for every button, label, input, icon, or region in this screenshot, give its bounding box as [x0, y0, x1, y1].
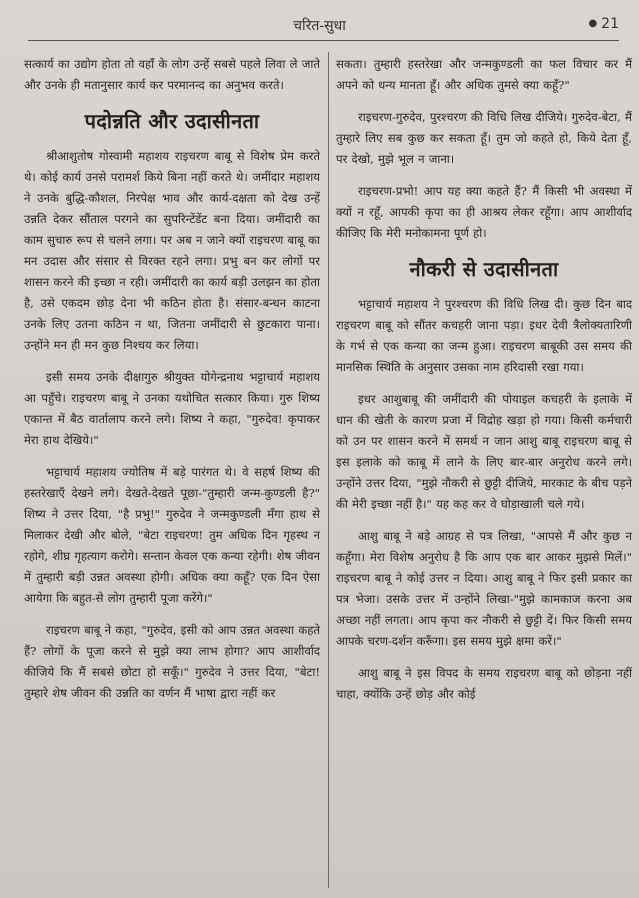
paragraph: भट्टाचार्य महाशय ज्योतिष में बड़े पारंगत थे। वे सहर्ष शिष्य की हस्तरेखाएँ देखने लगे। देखते-देखते पूछा-"तुम्हारी जन्म-कुण्डली है?" शिष्य ने उत्तर दिया, "है प्रभु!" गुरुदेव ने जन्मकुण्डली मँगा हाथ से मिलाकर देखी और बोले, "बेटा राइचरण! तुम अधिक दिन गृहस्थ न रहोगे, शीघ्र गृहत्याग करोगे। सन्तान केवल एक कन्या रहेगी। शेष जीवन में तुम्हारी बड़ी उन्नत अवस्था होगी। अधिक क्या कहूँ? एक दिन ऐसा आयेगा कि बहुत-से लोग तुम्हारी पूजा करेंगे।"	[24, 465, 320, 605]
right-column	[336, 54, 632, 892]
header-rule	[28, 40, 619, 41]
page-number-area	[588, 16, 619, 32]
paragraph: इसी समय उनके दीक्षागुरु श्रीयुक्त योगेन्द्रनाथ भट्टाचार्य महाशय आ पहुँचे। राइचरण बाबू ने उनका यथोचित सत्कार किया। गुरु शिष्य एकान्त में बैठ वार्तालाप करने लगे। शिष्य ने कहा, "गुरुदेव! कृपाकर मेरा हाथ देखिये।"	[24, 370, 320, 447]
paragraph: सत्कार्य का उद्योग होता तो वहाँ के लोग उन्हें सबसे पहले लिवा ले जाते और उनके ही मतानुसार कार्य कर परमानन्द का अनुभव करते।	[24, 57, 320, 92]
paragraph: इधर आशुबाबू की जमींदारी की पोयाइल कचहरी के इलाके में धान की खेती के कारण प्रजा में विद्रोह खड़ा हो गया। किसी कर्मचारी को उन पर शासन करने में समर्थ न जान आशु बाबू राइचरण बाबू से इस इलाके को काबू में लाने के लिए बार-बार अनुरोध करने लगे। उन्होंने उत्तर दिया, "मुझे नौकरी से छुट्टी दीजिये, मारकाट के बीच पड़ने की मेरी इच्छा नहीं है।" यह कह कर वे घोड़ाखाली चले गये।	[336, 392, 632, 511]
paragraph: राइचरण-प्रभो! आप यह क्या कहते हैं? मैं किसी भी अवस्था में क्यों न रहूँ, आपकी कृपा का ही आश्रय लेकर रहूँगा। आप आशीर्वाद कीजिए कि मेरी मनोकामना पूर्ण हो।	[336, 184, 632, 240]
column-divider	[328, 52, 329, 888]
paragraph: राइचरण-गुरुदेव, पुरश्चरण की विधि लिख दीजिये। गुरुदेव-बेटा, मैं तुम्हारे लिए सब कुछ कर सकता हूँ। तुम जो कहते हो, किये देता हूँ, पर देखो, मुझे भूल न जाना।	[336, 110, 632, 166]
paragraph: सकता। तुम्हारी हस्तरेखा और जन्मकुण्डली का फल विचार कर मैं अपने को धन्य मानता हूँ। और अधिक तुमसे क्या कहूँ?"	[336, 57, 632, 92]
paragraph: श्रीआशुतोष गोस्वामी महाशय राइचरण बाबू से विशेष प्रेम करते थे। कोई कार्य उनसे परामर्श किये बिना नहीं करते थे। जमींदार महाशय ने उनके बुद्धि-कौशल, निरपेक्ष भाव और कार्य-दक्षता को देख उन्हें उन्नति देकर सौंताल परगने का सुपरिन्टेंडेंट बना दिया। जमींदारी का काम सुचारु रूप से चलने लगा। पर अब न जाने क्यों राइचरण बाबू का मन उदास और संसार से विरक्त रहने लगा। प्रभु बन कर लोगों पर शासन करने की इच्छा न रही। जमींदारी का कार्य बड़ी उलझन का होता है, उसे एकदम छोड़ देना भी कठिन होता है। संसार-बन्धन काटना उनके लिए उतना कठिन न था, जितना जमींदारी से छुटकारा पाना। उन्होंने मन ही मन कुछ निश्चय कर लिया।	[24, 149, 320, 352]
running-title: चरित-सुधा	[293, 18, 346, 34]
section-heading: पदोन्नति और उदासीनता	[84, 109, 260, 133]
section-heading: नौकरी से उदासीनता	[409, 257, 559, 281]
paragraph: आशु बाबू ने बड़े आग्रह से पत्र लिखा, "आपसे मैं और कुछ न कहूँगा। मेरा विशेष अनुरोध है कि आप एक बार आकर मुझसे मिलें।" राइचरण बाबू ने कोई उत्तर न दिया। आशु बाबू ने फिर इसी प्रकार का पत्र भेजा। उसके उत्तर में उन्होंने लिखा-"मुझे कामकाज करना अब अच्छा नहीं लगता। आप कृपा कर नौकरी से छुट्टी दें। फिर किसी समय आपके चरण-दर्शन करूँगा। इस समय मुझे क्षमा करें।"	[336, 529, 632, 648]
page-number: 21	[601, 16, 619, 32]
bullet-icon: ●	[588, 18, 598, 29]
paragraph: राइचरण बाबू ने कहा, "गुरुदेव, इसी को आप उन्नत अवस्था कहते हैं? लोगों के पूजा करने से मुझे क्या लाभ होगा? आप आशीर्वाद कीजिये कि मैं सबसे छोटा हो सकूँ।" गुरुदेव ने उत्तर दिया, "बेटा! तुम्हारे शेष जीवन की उन्नति का वर्णन मैं भाषा द्वारा नहीं कर	[24, 623, 320, 700]
running-header	[0, 14, 639, 36]
left-column	[24, 54, 320, 892]
paragraph: भट्टाचार्य महाशय ने पुरश्चरण की विधि लिख दी। कुछ दिन बाद राइचरण बाबू को सौंतर कचहरी जाना पड़ा। इधर देवी त्रैलोक्यतारिणी के गर्भ से एक कन्या का जन्म हुआ। राइचरण बाबूकी उस समय की मानसिक स्थिति के अनुसार उसका नाम हरिदासी रखा गया।	[336, 297, 632, 374]
paragraph: आशु बाबू ने इस विपद के समय राइचरण बाबू को छोड़ना नहीं चाहा, क्योंकि उन्हें छोड़ और कोई	[336, 666, 632, 701]
